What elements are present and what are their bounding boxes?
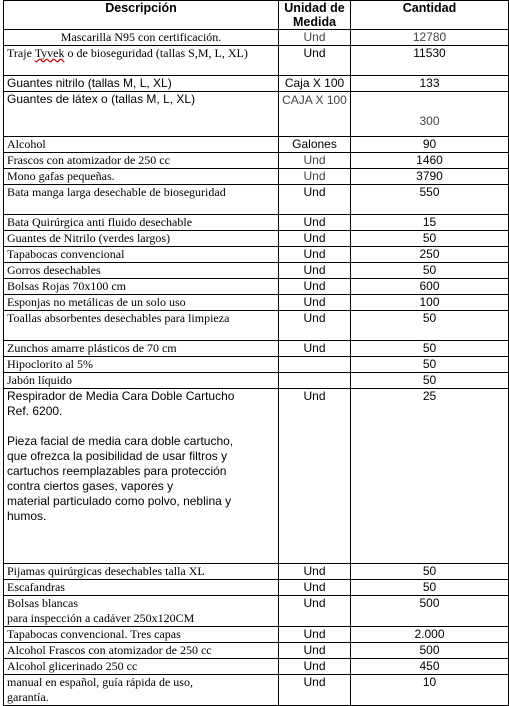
table-row xyxy=(4,373,509,389)
table-row xyxy=(4,169,509,185)
row-unit: Und xyxy=(279,596,351,627)
row-description: manual en español, guía rápida de uso, garantía. xyxy=(4,675,279,706)
header-unidad: Unidad de Medida xyxy=(279,1,351,30)
supplies-table xyxy=(3,0,509,706)
row-quantity: 600 xyxy=(351,279,509,295)
row-unit: Und xyxy=(279,311,351,341)
row-description: Jabón líquido xyxy=(4,373,279,389)
table-row xyxy=(4,137,509,153)
row-quantity: 50 xyxy=(351,357,509,373)
row-quantity: 100 xyxy=(351,295,509,311)
row-quantity: 50 xyxy=(351,341,509,357)
table-row xyxy=(4,659,509,675)
row-description: Zunchos amarre plásticos de 70 cm xyxy=(4,341,279,357)
table-row xyxy=(4,153,509,169)
table-row xyxy=(4,263,509,279)
table-row xyxy=(4,215,509,231)
row-unit xyxy=(279,373,351,389)
header-cantidad: Cantidad xyxy=(351,1,509,30)
spellcheck-flagged-word: Tyvek xyxy=(34,46,65,60)
row-description xyxy=(4,46,279,76)
row-quantity: 133 xyxy=(351,76,509,92)
row-quantity: 50 xyxy=(351,580,509,596)
table-row xyxy=(4,627,509,643)
row-quantity: 450 xyxy=(351,659,509,675)
table-row xyxy=(4,357,509,373)
row-quantity: 250 xyxy=(351,247,509,263)
row-description: Bolsas blancas para inspección a cadáver 250x120CM xyxy=(4,596,279,627)
row-unit: Und xyxy=(279,46,351,76)
table-row xyxy=(4,30,509,46)
row-description: Frascos con atomizador de 250 cc xyxy=(4,153,279,169)
row-unit: Und xyxy=(279,389,351,564)
row-quantity: 50 xyxy=(351,373,509,389)
row-unit: Caja X 100 xyxy=(279,76,351,92)
row-unit: Und xyxy=(279,675,351,706)
row-description: Guantes nitrilo (tallas M, L, XL) xyxy=(4,76,279,92)
row-quantity: 50 xyxy=(351,231,509,247)
row-description: Respirador de Media Cara Doble Cartucho Ref. 6200. Pieza facial de media cara doble cartucho, que ofrezca la posibilidad de usar filtros y cartuchos reemplazables para protección contra ciertos gases, vapores y material particulado como polvo, neblina y humos. xyxy=(4,389,279,564)
row-description-part: o de bioseguridad (tallas S,M, L, XL) xyxy=(64,46,248,60)
row-description: Esponjas no metálicas de un solo uso xyxy=(4,295,279,311)
row-quantity: 25 xyxy=(351,389,509,564)
table-row xyxy=(4,675,509,706)
row-description: Bata manga larga desechable de bioseguridad xyxy=(4,185,279,215)
row-description: Toallas absorbentes desechables para limpieza xyxy=(4,311,279,341)
table-row xyxy=(4,231,509,247)
row-unit: Galones xyxy=(279,137,351,153)
row-description: Mono gafas pequeñas. xyxy=(4,169,279,185)
row-quantity: 500 xyxy=(351,596,509,627)
row-description: Bolsas Rojas 70x100 cm xyxy=(4,279,279,295)
row-quantity: 3790 xyxy=(351,169,509,185)
row-unit: Und xyxy=(279,580,351,596)
row-description: Hipoclorito al 5% xyxy=(4,357,279,373)
row-quantity: 1460 xyxy=(351,153,509,169)
row-unit xyxy=(279,357,351,373)
row-description: Bata Quirúrgica anti fluido desechable xyxy=(4,215,279,231)
row-description: Escafandras xyxy=(4,580,279,596)
row-unit: Und xyxy=(279,643,351,659)
row-description: Alcohol xyxy=(4,137,279,153)
table-row xyxy=(4,341,509,357)
table-row xyxy=(4,185,509,215)
table-row xyxy=(4,389,509,564)
table-row xyxy=(4,311,509,341)
row-quantity: 90 xyxy=(351,137,509,153)
row-description: Tapabocas convencional. Tres capas xyxy=(4,627,279,643)
table-row xyxy=(4,92,509,137)
row-unit: Und xyxy=(279,341,351,357)
table-row xyxy=(4,580,509,596)
row-quantity: 50 xyxy=(351,311,509,341)
row-description: Alcohol glicerinado 250 cc xyxy=(4,659,279,675)
table-row xyxy=(4,643,509,659)
row-unit: Und xyxy=(279,169,351,185)
row-unit: Und xyxy=(279,295,351,311)
row-unit: Und xyxy=(279,279,351,295)
row-unit: Und xyxy=(279,263,351,279)
row-quantity: 11530 xyxy=(351,46,509,76)
row-unit: Und xyxy=(279,564,351,580)
row-quantity: 550 xyxy=(351,185,509,215)
table-row xyxy=(4,46,509,76)
row-quantity: 15 xyxy=(351,215,509,231)
row-quantity: 500 xyxy=(351,643,509,659)
row-quantity: 50 xyxy=(351,564,509,580)
row-description: Guantes de látex o (tallas M, L, XL) xyxy=(4,92,279,137)
row-unit: Und xyxy=(279,153,351,169)
table-row xyxy=(4,279,509,295)
table-row xyxy=(4,564,509,580)
header-descripcion: Descripción xyxy=(4,1,279,30)
table-row xyxy=(4,76,509,92)
row-description: Alcohol Frascos con atomizador de 250 cc xyxy=(4,643,279,659)
row-unit: Und xyxy=(279,627,351,643)
row-description: Mascarilla N95 con certificación. xyxy=(4,30,279,46)
row-unit: Und xyxy=(279,30,351,46)
row-description: Tapabocas convencional xyxy=(4,247,279,263)
row-quantity: 10 xyxy=(351,675,509,706)
row-quantity: 50 xyxy=(351,263,509,279)
row-quantity: 12780 xyxy=(351,30,509,46)
table-row xyxy=(4,295,509,311)
row-unit: Und xyxy=(279,659,351,675)
table-row xyxy=(4,596,509,627)
row-quantity: 2.000 xyxy=(351,627,509,643)
row-unit: Und xyxy=(279,185,351,215)
table-row xyxy=(4,247,509,263)
row-description: Pijamas quirúrgicas desechables talla XL xyxy=(4,564,279,580)
header-row xyxy=(4,1,509,30)
row-description-part: Traje xyxy=(7,46,35,60)
row-unit: Und xyxy=(279,215,351,231)
row-description: Guantes de Nitrilo (verdes largos) xyxy=(4,231,279,247)
row-unit: Und xyxy=(279,247,351,263)
row-unit: Und xyxy=(279,231,351,247)
row-unit: CAJA X 100 xyxy=(279,92,351,137)
row-description: Gorros desechables xyxy=(4,263,279,279)
row-quantity: 300 xyxy=(351,92,509,137)
